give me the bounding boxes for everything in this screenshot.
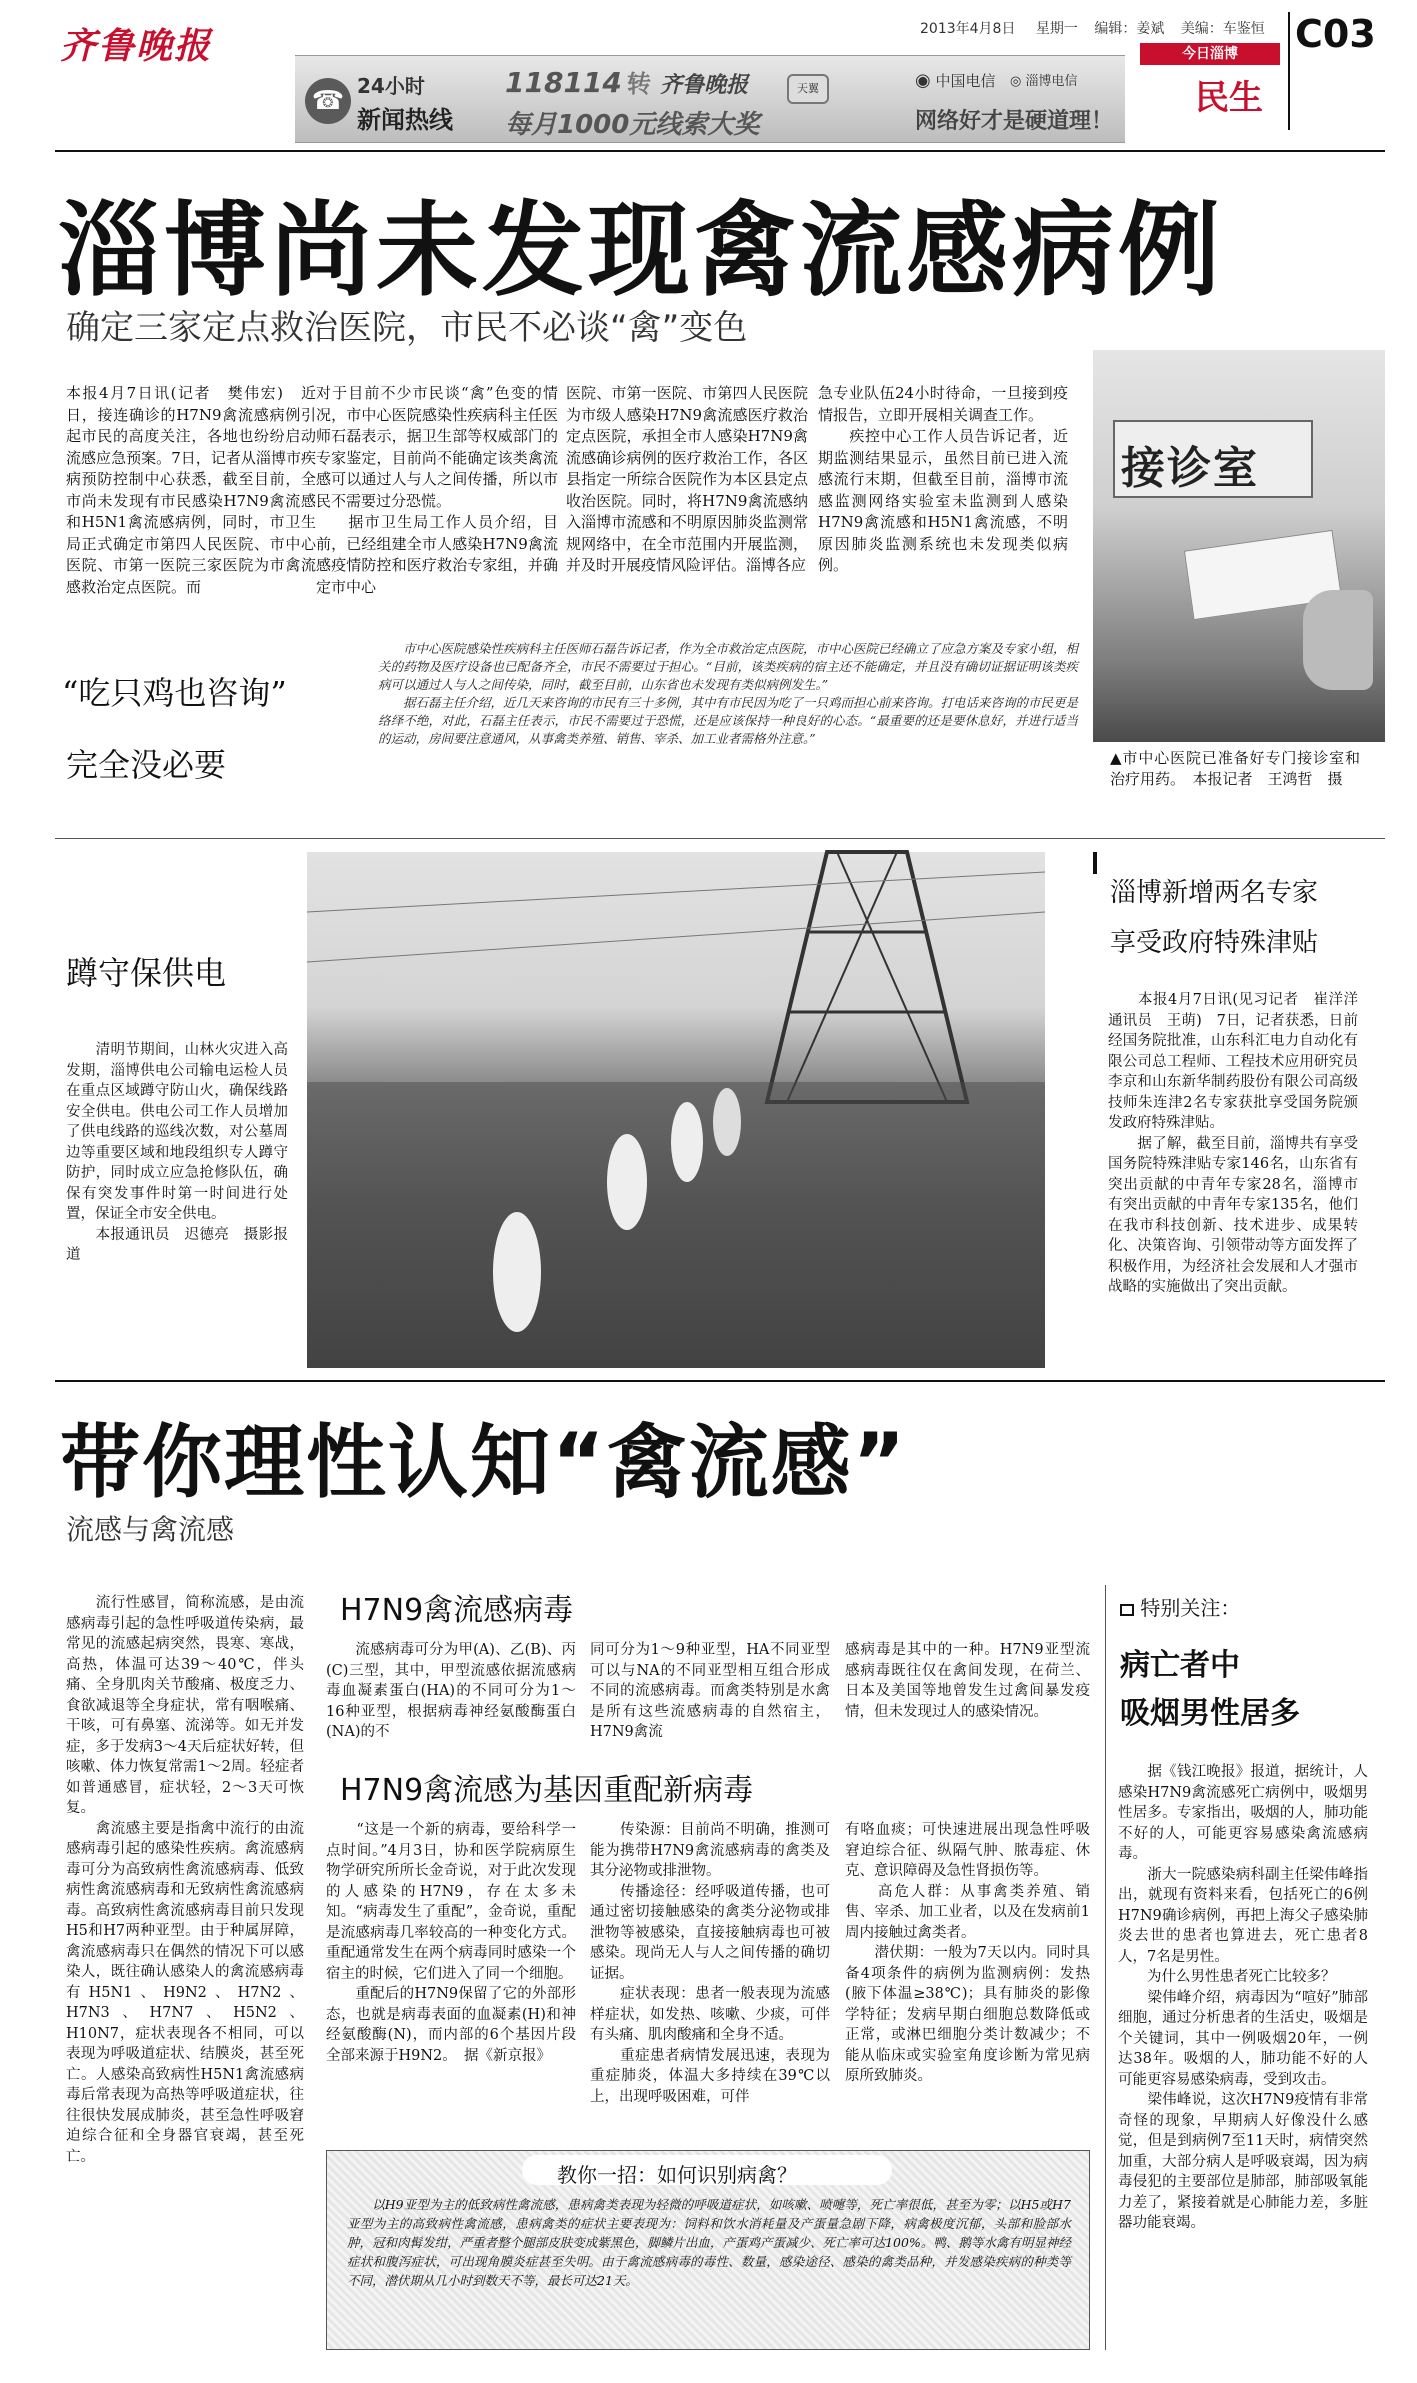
weibo-icon: ◎ (1010, 74, 1022, 89)
hotline-number: 118114 (505, 66, 622, 99)
main-subheadline: 确定三家定点救治医院，市民不必谈“禽”变色 (66, 308, 748, 348)
section-name: 民生 (1195, 78, 1263, 118)
hotline-label: 新闻热线 (357, 106, 453, 134)
weibo-name: 淄博电信 (1025, 74, 1078, 89)
telecom-slogan: 网络好才是硬道理！ (915, 109, 1114, 134)
section2-headline: 带你理性认知“禽流感” (60, 1416, 908, 1509)
power-photo (307, 852, 1045, 1368)
tianyi-logo: 天翼 (787, 74, 829, 104)
section2-subheadline: 流感与禽流感 (66, 1513, 235, 1546)
h7n9-col-2: 同可分为1～9种亚型，HA不同亚型可以与NA的不同亚型相互组合形成不同的流感病毒。而禽类特别是水禽是所有这些流感病毒的自然宿主，H7N9禽流 (590, 1642, 830, 1740)
special-label-wrap (1120, 1592, 1240, 1621)
experts-title: 淄博新增两名专家 (1110, 878, 1319, 908)
tip-box (326, 2150, 1090, 2350)
paper-name: 齐鲁晚报 (60, 25, 213, 67)
chicken-text: 市中心医院感染性疾病科主任医师石磊告诉记者，作为全市救治定点医院，市中心医院已经确立了应急方案及专家小组，相关的药物及医疗设备也已配备齐全，市民不需要过于担心。“目前，该类疾病的宿主还不能确定，并且没有确切证据证明该类疾病可以通过人与人之间传染，同时，截至目前，山东省也未发现有类似病例发生。” 据石磊主任介绍，近几天来咨询的市民有三十多例，其中有市民因为吃了一只鸡而担心前来咨询。打电话来咨询的市民更是络绎不绝，对此，石磊主任表示，市民不需要过于恐慌，还是应该保持一种良好的心态。“最重要的还是要休息好，并进行适当的运动，房间要注意通风，从事禽类养殖、销售、宰杀、加工业者需格外注意。” (378, 641, 1079, 746)
masthead (0, 0, 1417, 150)
banner-ad (295, 55, 1125, 143)
clinic-photo-caption: ▲市中心医院已准备好专门接诊室和治疗用药。 本报记者 王鸿哲 摄 (1110, 749, 1360, 788)
story-col-1: 本报4月7日讯(记者 樊伟宏) 近日，接连确诊的H7N9禽流感病例引起市民的高度关注，各地也纷纷启动流感应急预案。7日，记者从淄博市疾病预防控制中心获悉，截至目前，全市尚未发现有市民感染H7N9禽流感和H5N1禽流感病例，同时，市卫生局正式确定市第四人民医院、市中心医院、市第一医院三家医院为市禽流感救治定点医院。而 (66, 384, 316, 596)
tip-title: 教你一招：如何识别病禽？ (557, 2163, 797, 2187)
reassortant-col-2: 传染源：目前尚不明确，推测可能为携带H7N9禽流感病毒的禽类及其分泌物或排泄物。 传播途径：经呼吸道传播，也可通过密切接触感染的禽类分泌物或排泄物等被感染，直接接触病毒也可被感染。现尚无人与人之间传播的确切证据。 症状表现：患者一般表现为流感样症状，如发热、咳嗽、少痰，可伴有头痛、肌肉酸痛和全身不适。 重症患者病情发展迅速，表现为重症肺炎，体温大多持续在39℃以上，出现呼吸困难，可伴 (590, 1822, 830, 2105)
power-photo-scene (307, 852, 1045, 1368)
experts-subtitle: 享受政府特殊津贴 (1110, 928, 1319, 958)
banner-paper-logo: 齐鲁晚报 (660, 73, 749, 98)
masthead-meta (920, 18, 1265, 38)
designer: 美编：车鉴恒 (1180, 21, 1265, 37)
story-col-3: 医院、市第一医院、市第四人民医院为市级人感染H7N9禽流感医疗救治定点医院，承担全市人感染H7N9禽流感确诊病例的医疗救治工作，各区县指定一所综合医院作为本区县定点收治医院。同时，将H7N9禽流感纳入淄博市流感和不明原因肺炎监测常规网络中，在全市范围内开展监测，并及时开展疫情风险评估。淄博各应 (566, 384, 808, 574)
section-tag: 今日淄博 (1140, 43, 1280, 65)
special-label: 特别关注： (1140, 1596, 1241, 1620)
reassortant-col-1: “这是一个新的病毒，要给科学一点时间。”4月3日，协和医学院病原生物学研究所所长金奇说，对于此次发现的人感染的H7N9，存在太多未知。“病毒发生了重配”，金奇说，重配是流感病毒几率较高的一种变化方式。重配通常发生在两个病毒同时感染一个宿主的时候，它们进入了同一个细胞。 重配后的H7N9保留了它的外部形态，也就是病毒表面的血凝素(H)和神经氨酸酶(N)，而内部的6个基因片段全部来源于H9N2。 据《新京报》 (326, 1822, 576, 2064)
chicken-title: “吃只鸡也咨询” (62, 674, 287, 712)
chicken-subtitle: 完全没必要 (66, 746, 227, 784)
hotline-24h: 24小时 (357, 74, 425, 98)
reassortant-col-3: 有咯血痰；可快速进展出现急性呼吸窘迫综合征、纵隔气肿、脓毒症、休克、意识障碍及急性肾损伤等。 高危人群：从事禽类养殖、销售、宰杀、加工业者，以及在发病前1周内接触过禽类者。 潜伏期：一般为7天以内。同时具备4项条件的病例为监测病例：发热(腋下体温≥38℃)；具有肺炎的影像学特征；发病早期白细胞总数降低或正常，或淋巴细胞分类计数减少；不能从临床或实验室角度诊断为常见病原所致肺炎。 (845, 1822, 1090, 2084)
clinic-sign: 接诊室 (1121, 443, 1259, 494)
hotline-suffix: 转 (627, 70, 651, 98)
special-box-icon (1120, 1604, 1134, 1616)
issue-date: 2013年4月8日 (920, 21, 1016, 37)
clinic-photo (1093, 350, 1385, 742)
story-col-2: 对于目前不少市民谈“禽”色变的情况，市中心医院感染性疾病科主任医师石磊表示，据卫生部等权威部门的专家鉴定，目前尚不能确定该类禽流感可以通过人与人之间传播，所以市民不需要过分恐慌。 据市卫生局工作人员介绍，目前，已经组建全市人感染H7N9禽流感疫情防控和医疗救治专家组，并确定市中心 (316, 384, 558, 596)
main-headline: 淄博尚未发现禽流感病例 (58, 192, 1224, 311)
special-subtitle: 吸烟男性居多 (1120, 1696, 1300, 1731)
h7n9-col-3: 感病毒是其中的一种。H7N9亚型流感病毒既往仅在禽间发现，在荷兰、日本及美国等地曾发生过禽间暴发疫情，但未发现过人的感染情况。 (845, 1642, 1090, 1720)
flu-text: 流行性感冒，简称流感，是由流感病毒引起的急性呼吸道传染病，最常见的流感起病突然，畏寒、寒战，高热，体温可达39～40℃，伴头痛、全身肌肉关节酸痛、极度乏力、食欲减退等全身症状，常有咽喉痛、干咳，可有鼻塞、流涕等。如无并发症，多于发病3～4天后症状好转，但咳嗽、体力恢复常需1～2周。轻症者如普通感冒，症状轻，2～3天可恢复。 禽流感主要是指禽中流行的由流感病毒引起的感染性疾病。禽流感病毒可分为高致病性禽流感病毒、低致病性禽流感病毒和无致病性禽流感病毒。高致病性禽流感病毒目前只发现H5和H7两种亚型。由于种属屏障，禽流感病毒只在偶然的情况下可以感染人，既往确认感染人的禽流感病毒有H5N1、H9N2、H7N2、H7N3、H7N7、H5N2、H10N7，症状表现各不相同，可以表现为呼吸道症状、结膜炎，甚至死亡。人感染高致病性H5N1禽流感病毒后常表现为高热等呼吸道症状，往往很快发展成肺炎，甚至急性呼吸窘迫综合征和全身器官衰竭，甚至死亡。 (66, 1595, 304, 2165)
h7n9-title: H7N9禽流感病毒 (340, 1593, 574, 1628)
page-number: C03 (1295, 12, 1376, 56)
editor: 编辑：姜斌 (1094, 21, 1165, 37)
tip-text: 以H9亚型为主的低致病性禽流感，患病禽类表现为轻微的呼吸道症状，如咳嗽、喷嚏等，死亡率很低，甚至为零；以H5或H7亚型为主的高致病性禽流感，患病禽类的症状主要表现为：饲料和饮水消耗量及产蛋量急剧下降，病禽极度沉郁，头部和脸部水肿，冠和肉髯发绀，严重者整个腿部皮肤变成紫黑色，脚鳞片出血，产蛋鸡产蛋减少、死亡率可达100%。鸭、鹅等水禽有明显神经症状和腹泻症状，可出现角膜炎症甚至失明。由于禽流感病毒的毒性、数量，感染途径、感染的禽类品种，并发感染疾病的种类等不同，潜伏期从几小时到数天不等，最长可达21天。 (347, 2197, 1071, 2288)
hand-icon (1303, 590, 1373, 690)
special-text: 据《钱江晚报》报道，据统计，人感染H7N9禽流感死亡病例中，吸烟男性居多。专家指出，吸烟的人，肺功能不好的人，可能更容易感染禽流感病毒。 浙大一院感染病科副主任梁伟峰指出，就现有资料来看，包括死亡的6例H7N9确诊病例，再把上海父子感染肺炎去世的患者也算进去，死亡患者8人，7名是男性。 为什么男性患者死亡比较多？ 梁伟峰介绍，病毒因为“喧好”肺部细胞，通过分析患者的生活史，吸烟是个关键词，其中一例吸烟20年，一例达38年。吸烟的人，肺功能不好的人可能更容易感染病毒，受到攻击。 梁伟峰说，这次H7N9疫情有非常奇怪的现象，早期病人好像没什么感觉，但是到病例7至11天时，病情突然加重，大部分病人是呼吸衰竭，因为病毒侵犯的主要部位是肺部，肺部吸氧能力差了，紧接着就是心肺能力差，多脏器功能衰竭。 (1118, 1764, 1368, 2231)
prize-text: 每月1000元线索大奖 (505, 110, 760, 140)
story-col-4: 急专业队伍24小时待命，一旦接到疫情报告，立即开展相关调查工作。 疾控中心工作人员告诉记者，近期监测结果显示，虽然目前已进入流感流行末期，但截至目前，淄博市流感监测网络实验室未监测到人感染H7N9禽流感和H5N1禽流感，不明原因肺炎监测系统也未发现类似病例。 (818, 384, 1068, 574)
phone-icon: ☎ (305, 78, 351, 124)
special-title: 病亡者中 (1120, 1648, 1240, 1683)
china-telecom-icon: ◉ (915, 70, 931, 91)
reassortant-title: H7N9禽流感为基因重配新病毒 (340, 1773, 754, 1808)
h7n9-col-1: 流感病毒可分为甲(A)、乙(B)、丙(C)三型，其中，甲型流感依据流感病毒血凝素蛋白(HA)的不同可分为1～16种亚型，根据病毒神经氨酸酶蛋白(NA)的不 (326, 1642, 576, 1740)
experts-text: 本报4月7日讯(见习记者 崔洋洋 通讯员 王萌) 7日，记者获悉，日前经国务院批准，山东科汇电力自动化有限公司总工程师、工程技术应用研究员李京和山东新华制药股份有限公司高级技师朱连津2名专家获批享受国务院颁发政府特殊津贴。 据了解，截至目前，淄博共有享受国务院特殊津贴专家146名，山东省有突出贡献的中青年专家28名，淄博市有突出贡献的中青年专家135名，他们在我市科技创新、技术进步、成果转化、决策咨询、引领带动等方面发挥了积极作用，为经济社会发展和人才强市战略的实施做出了突出贡献。 (1108, 992, 1358, 1295)
china-telecom: 中国电信 (935, 72, 996, 90)
power-title: 蹲守保供电 (66, 954, 227, 992)
weekday: 星期一 (1035, 21, 1078, 37)
power-text: 清明节期间，山林火灾进入高发期，淄博供电公司输电运检人员在重点区域蹲守防山火，确保线路安全供电。供电公司工作人员增加了供电线路的巡线次数，对公墓周边等重要区域和地段组织专人蹲守防护，同时成立应急抢修队伍，确保有突发事件时第一时间进行处置，保证全市安全供电。 本报通讯员 迟德亮 摄影报道 (66, 1042, 288, 1263)
